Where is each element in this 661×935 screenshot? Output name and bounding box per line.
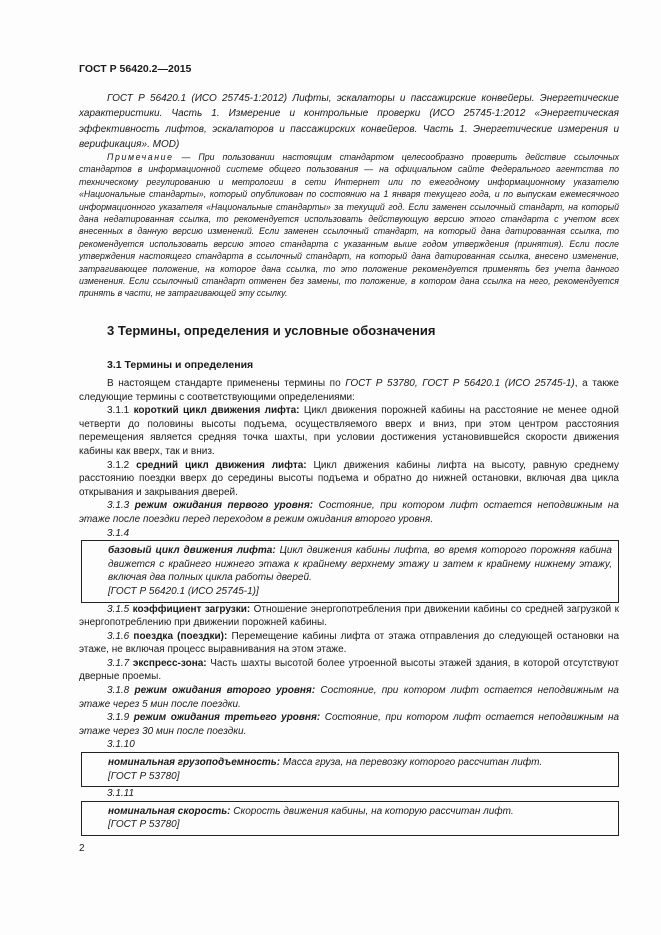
term-3-1-4-number: 3.1.4 [107, 527, 130, 539]
normative-reference: ГОСТ Р 56420.1 (ИСО 25745-1:2012) Лифты, эскалаторы и пассажирские конвейеры. Энергетические характеристики. Часть 1. Измерение и контрольные проверки (ИСО 25745-1:2012 «Энергетическая эффективность лифтов, эскалаторов и пассажирских конвейеров. Часть 1. Энергетические измерения и верификация». MOD) [79, 93, 619, 150]
term-3-1-11-source: [ГОСТ Р 53780] [108, 819, 180, 831]
term-3-1-3: 3.1.3 режим ожидания первого уровня: Состояние, при котором лифт остается неподвижным на этаже после поездки перед переходом в режим ожидания второго уровня. [79, 500, 619, 525]
term-3-1-6: 3.1.6 поездка (поездки): Перемещение кабины лифта от этажа отправления до следующей остановки на этаже, не включая процесс выравнивания на этом этаже. [79, 630, 619, 656]
term-3-1-8: 3.1.8 режим ожидания второго уровня: Состояние, при котором лифт остается неподвижным на этаже через 5 мин после поездки. [79, 685, 619, 710]
term-3-1-9: 3.1.9 режим ожидания третьего уровня: Состояние, при котором лифт остается неподвижным на этаже через 30 мин после поездки. [79, 712, 620, 737]
term-3-1-2: 3.1.2 средний цикл движения лифта: Цикл движения кабины лифта на высоту, равную среднему расстоянию поездки вверх до середины высоты подъема и обратно до нижней остановки, включая два цикла открывания и закрывания дверей. [79, 459, 619, 498]
term-3-1-10-box: номинальная грузоподъемность: Масса груза, на перевозку которого рассчитан лифт. [ГОСТ Р 53780] [81, 752, 619, 787]
intro-paragraph: В настоящем стандарте применены термины по ГОСТ Р 53780, ГОСТ Р 56420.1 (ИСО 25745-1), а также следующие термины с соответствующими определениями: [79, 378, 619, 403]
term-3-1-11-number: 3.1.11 [107, 788, 135, 800]
term-3-1-10-source: [ГОСТ Р 53780] [108, 770, 180, 782]
term-3-1-4-box: базовый цикл движения лифта: Цикл движения кабины лифта, во время которого порожняя кабина движется с крайнего нижнего этажа к крайнему верхнему этажу и затем к крайнему нижнему этажу, включая два полных цикла работы дверей. [ГОСТ Р 56420.1 (ИСО 25745-1)] [81, 540, 619, 602]
note-text: — При пользовании настоящим стандартом целесообразно проверить действие ссылочных стандартов в информационной системе общего пользования — на официальном сайте Федерального агентства по техническому регулированию и метрологии в сети Интернет или по ежегодному информационному указателю «Национальные стандарты», который опубликован по состоянию на 1 января текущего года, и по выпускам ежемесячного информационного указателя «Национальные стандарты» за текущий год. Если заменен ссылочный стандарт, на который дана недатированная ссылка, то рекомендуется использовать действующую версию этого стандарта с учетом всех внесенных в данную версию изменений. Если заменен ссылочный стандарт, на который дана датированная ссылка, то рекомендуется использовать версию этого стандарта с указанным выше годом утверждения (принятия). Если после утверждения настоящего стандарта в ссылочный стандарт, на который дана датированная ссылка, внесено изменение, затрагивающее положение, на которое дана ссылка, то это положение рекомендуется применять без учета данного изменения. Если ссылочный стандарт отменен без замены, то положение, в котором дана ссылка на него, рекомендуется принять в части, не затрагивающей эту ссылку. [79, 152, 619, 299]
term-3-1-4-source: [ГОСТ Р 56420.1 (ИСО 25745-1)] [108, 585, 259, 597]
section-3-title: 3 Термины, определения и условные обозначения [107, 323, 436, 338]
note-label: Примечание [107, 152, 174, 162]
terms-body [79, 377, 619, 836]
term-3-1-7: 3.1.7 экспресс-зона: Часть шахты высотой более утроенной высоты этажей здания, в которой отсутствуют дверные проемы. [79, 657, 619, 683]
term-3-1-5: 3.1.5 коэффициент загрузки: Отношение энергопотребления при движении кабины со средней загрузкой к энергопотреблению при движении порожней кабины. [79, 603, 619, 629]
term-3-1-11-box: номинальная скорость: Скорость движения кабины, на которую рассчитан лифт. [ГОСТ Р 53780] [81, 801, 619, 836]
term-3-1-10-number: 3.1.10 [107, 739, 135, 751]
note-paragraph [79, 151, 619, 300]
section-3-1-title: 3.1 Термины и определения [107, 359, 254, 371]
page-header: ГОСТ Р 56420.2—2015 [79, 63, 192, 75]
term-3-1-1: 3.1.1 короткий цикл движения лифта: Цикл движения порожней кабины на расстояние не менее одной четверти до половины высоты подъема, осуществляемого вверх и вниз, при этом центром расстояния перемещения является средняя точка шахты, при условии достижения установившейся скорости движения кабины как вверх, так и вниз. [79, 405, 619, 457]
page-number: 2 [79, 843, 85, 854]
